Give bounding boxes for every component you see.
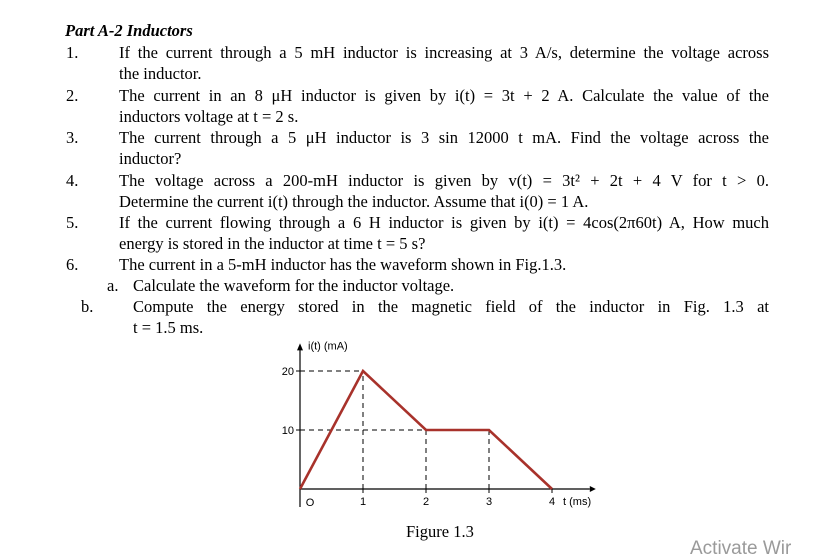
question-line: If the current flowing through a 6 H inductor is given by i(t) = 4cos(2π60t) A, How much [119, 213, 769, 232]
x-axis-arrow [590, 486, 596, 492]
question-line: The current in a 5-mH inductor has the waveform shown in Fig.1.3. [119, 255, 567, 274]
question-line: If the current through a 5 mH inductor is increasing at 3 A/s, determine the voltage across [119, 43, 769, 62]
question-line: The voltage across a 200-mH inductor is given by v(t) = 3t² + 2t + 4 V for t > 0. [119, 171, 769, 190]
section-title: Part A-2 Inductors [65, 21, 193, 40]
x-axis-label: t (ms) [563, 496, 592, 508]
subquestion-letter: a. [107, 276, 119, 295]
question-number: 2. [66, 86, 79, 105]
figure-caption: Figure 1.3 [406, 522, 474, 541]
question-text [119, 254, 769, 275]
question-text [119, 127, 769, 169]
question-line: The current in an 8 μH inductor is given by i(t) = 3t + 2 A. Calculate the value of the [119, 86, 769, 105]
x-tick-label: 1 [359, 496, 367, 508]
question-line: Determine the current i(t) through the inductor. Assume that i(0) = 1 A. [119, 192, 589, 211]
subquestion-line: Compute the energy stored in the magnetic field of the inductor in Fig. 1.3 at [133, 297, 769, 316]
x-tick-label: 3 [485, 496, 493, 508]
x-tick-label: 2 [422, 496, 430, 508]
subquestion-text [81, 296, 769, 317]
subquestion-text: Calculate the waveform for the inductor voltage. [133, 276, 455, 295]
origin-label: O [305, 497, 315, 509]
subquestion-b [81, 296, 769, 338]
question-number: 4. [66, 171, 79, 190]
question-line: inductor? [119, 149, 182, 168]
y-axis-arrow [297, 343, 303, 350]
question-number: 1. [66, 43, 79, 62]
question-number: 6. [66, 255, 79, 274]
subquestion-a [107, 275, 757, 296]
x-tick-label: 4 [548, 496, 556, 508]
question-number: 5. [66, 213, 79, 232]
activate-windows-watermark: Activate Wir [690, 538, 792, 559]
subquestion-letter: b. [81, 297, 94, 316]
question-text [119, 85, 769, 127]
question-text [119, 42, 769, 84]
question-line: the inductor. [119, 64, 202, 83]
y-axis-label: i(t) (mA) [308, 340, 348, 353]
y-tick-label: 10 [281, 425, 294, 437]
question-line: inductors voltage at t = 2 s. [119, 107, 299, 126]
question-line: energy is stored in the inductor at time t = 5 s? [119, 234, 426, 253]
subquestion-line: t = 1.5 ms. [133, 318, 204, 337]
question-text [119, 170, 769, 212]
current-waveform-chart [260, 340, 660, 520]
question-line: The current through a 5 μH inductor is 3 sin 12000 t mA. Find the voltage across the [119, 128, 769, 147]
y-tick-label: 20 [281, 366, 294, 378]
question-number: 3. [66, 128, 79, 147]
question-text [119, 212, 769, 254]
